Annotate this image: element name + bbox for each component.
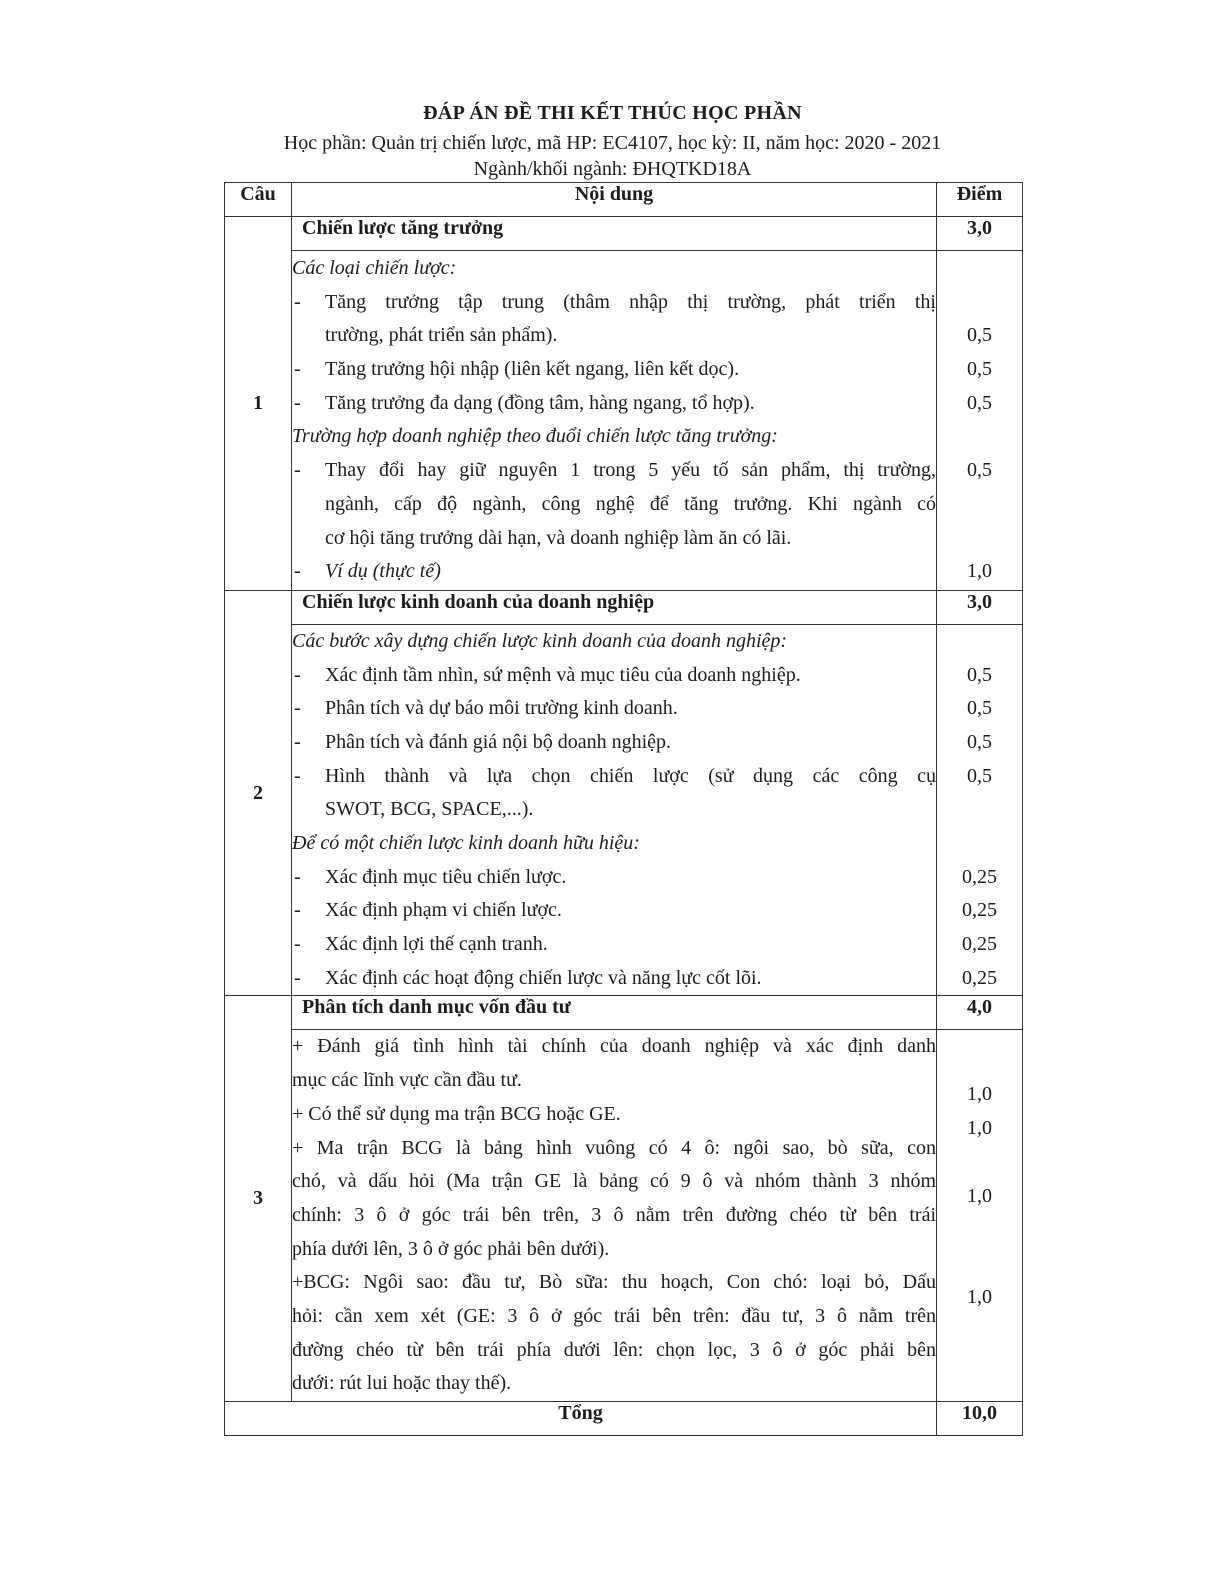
q3-score: 1,0 [967,1286,992,1309]
total-row [225,1402,1023,1436]
q2-score [937,827,1022,861]
q1-heading-row [225,217,1023,251]
q2-score: 0,25 [962,899,997,922]
table-header-row [225,183,1023,217]
document-title: ĐÁP ÁN ĐỀ THI KẾT THÚC HỌC PHẦN [423,102,802,124]
q2-line: Để có một chiến lược kinh doanh hữu hiệu: [292,832,640,854]
q1-line: - Tăng trưởng đa dạng (đồng tâm, hàng ngang, tổ hợp). [292,387,936,421]
q3-number: 3 [225,996,292,1402]
q2-line: SWOT, BCG, SPACE,...). [325,798,534,821]
q1-line: - Thay đổi hay giữ nguyên 1 trong 5 yếu tố sản phẩm, thị trường, [292,454,936,488]
q3-score: 1,0 [967,1117,992,1140]
q2-content-row [225,624,1023,996]
q1-line: ngành, cấp độ ngành, công nghệ để tăng trưởng. Khi ngành có [325,492,936,515]
q2-line: - Xác định phạm vi chiến lược. [292,894,936,928]
q2-score: 0,25 [962,933,997,956]
q2-line: - Xác định các hoạt động chiến lược và năng lực cốt lõi. [292,962,936,996]
q1-line: - Tăng trưởng tập trung (thâm nhập thị trường, phát triển thị [292,286,936,320]
q3-line: đường chéo từ bên trái phía dưới lên: chọn lọc, 3 ô ở góc phải bên [292,1338,936,1361]
q3-scores [937,1030,1023,1402]
q3-line: phía dưới lên, 3 ô ở góc phải bên dưới). [292,1237,610,1260]
q2-content [292,624,937,996]
q1-points: 3,0 [937,217,1023,251]
col-header-diem: Điểm [937,183,1023,217]
q2-scores [937,624,1023,996]
q1-score [937,420,1022,454]
q3-score: 1,0 [967,1083,992,1106]
q2-points: 3,0 [937,590,1023,624]
q1-score [937,286,1022,320]
q1-content-row [225,251,1023,591]
col-header-cau: Câu [225,183,292,217]
q1-line: - Tăng trưởng hội nhập (liên kết ngang, liên kết dọc). [292,353,936,387]
col-header-noi-dung: Nội dung [292,183,937,217]
q3-line: + Ma trận BCG là bảng hình vuông có 4 ô: ngôi sao, bò sữa, con [292,1136,936,1159]
q2-line: Các bước xây dựng chiến lược kinh doanh của doanh nghiệp: [292,629,788,652]
q2-score: 0,5 [967,730,992,753]
total-points: 10,0 [937,1402,1023,1436]
q2-line: - Hình thành và lựa chọn chiến lược (sử dụng các công cụ [292,760,936,794]
q1-line: cơ hội tăng trưởng dài hạn, và doanh nghiệp làm ăn có lãi. [325,526,792,549]
q2-line: - Xác định mục tiêu chiến lược. [292,861,936,895]
q3-line: dưới: rút lui hoặc thay thế). [292,1372,512,1395]
q1-line: Các loại chiến lược: [292,257,457,279]
q3-heading-row [225,996,1023,1030]
course-info: Học phần: Quản trị chiến lược, mã HP: EC4107, học kỳ: II, năm học: 2020 - 2021 [283,132,942,154]
q2-score [937,625,1022,659]
q1-score: 1,0 [967,560,992,583]
q1-number: 1 [225,217,292,591]
q3-line: hỏi: cần xem xét (GE: 3 ô ở góc trái bên trên: đầu tư, 3 ô nằm trên [292,1304,936,1327]
q1-line: - Ví dụ (thực tế) [292,555,936,589]
q1-line: Trường hợp doanh nghiệp theo đuổi chiến lược tăng trưởng: [292,425,778,448]
q1-line: trường, phát triển sản phẩm). [325,324,558,347]
q3-content [292,1030,937,1402]
total-label: Tổng [225,1402,937,1436]
q3-line: chính: 3 ô ở góc trái bên trên, 3 ô nằm trên đường chéo từ bên trái [292,1203,936,1226]
q2-score: 0,25 [962,865,997,888]
q2-line: - Xác định lợi thế cạnh tranh. [292,928,936,962]
q1-score [937,252,1022,286]
q1-score: 0,5 [967,459,992,482]
q3-points: 4,0 [937,996,1023,1030]
q3-heading: Phân tích danh mục vốn đầu tư [292,996,937,1030]
q2-score: 0,25 [962,966,997,989]
q2-number: 2 [225,590,292,996]
q1-score [937,488,1022,522]
q3-line: +BCG: Ngôi sao: đầu tư, Bò sữa: thu hoạch, Con chó: loại bỏ, Dấu [292,1271,936,1294]
q2-heading-row [225,590,1023,624]
q3-line: chó, và dấu hỏi (Ma trận GE là bảng có 9 ô và nhóm thành 3 nhóm [292,1170,936,1193]
major-info: Ngành/khối ngành: ĐHQTKD18A [473,158,752,180]
answer-table [224,182,1023,1436]
q1-score [937,522,1022,556]
q3-score: 1,0 [967,1185,992,1208]
q1-score: 0,5 [967,391,992,414]
q2-score: 0,5 [967,663,992,686]
q2-line: - Xác định tầm nhìn, sứ mệnh và mục tiêu của doanh nghiệp. [292,659,936,693]
q1-scores [937,251,1023,591]
q2-heading: Chiến lược kinh doanh của doanh nghiệp [292,590,937,624]
q2-score: 0,5 [967,764,992,787]
q2-score: 0,5 [967,697,992,720]
q2-line: - Phân tích và dự báo môi trường kinh doanh. [292,692,936,726]
q2-score [937,793,1022,827]
q3-line: + Đánh giá tình hình tài chính của doanh nghiệp và xác định danh [292,1035,936,1058]
q3-content-row [225,1030,1023,1402]
q3-line: + Có thể sử dụng ma trận BCG hoặc GE. [292,1102,621,1125]
q1-score: 0,5 [967,324,992,347]
q3-line: mục các lĩnh vực cần đầu tư. [292,1069,522,1092]
q1-content [292,251,937,591]
q1-score: 0,5 [967,358,992,381]
q1-heading: Chiến lược tăng trưởng [292,217,937,251]
q2-line: - Phân tích và đánh giá nội bộ doanh nghiệp. [292,726,936,760]
